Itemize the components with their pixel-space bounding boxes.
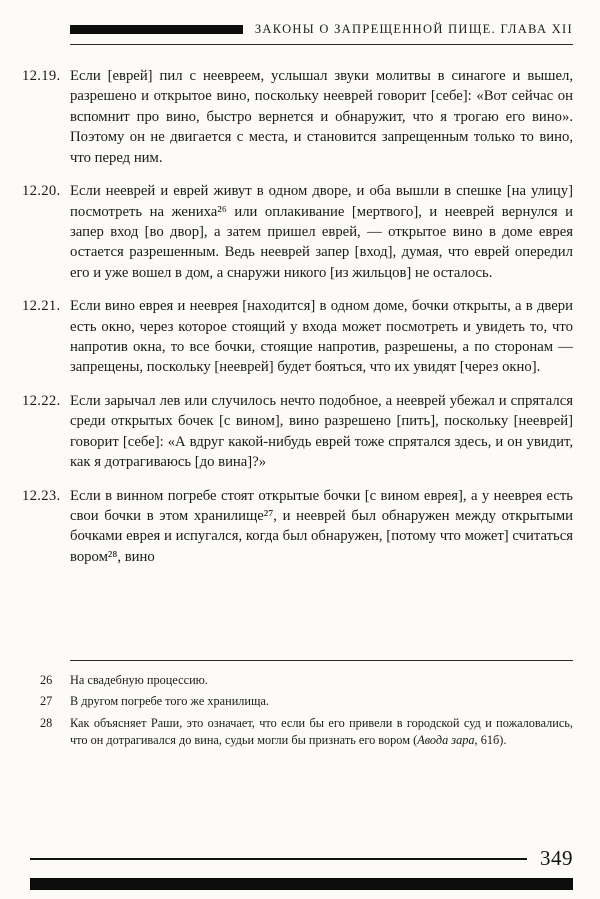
chapter-title: ЗАКОНЫ О ЗАПРЕЩЕННОЙ ПИЩЕ. ГЛАВА XII bbox=[254, 22, 573, 36]
page-footer bbox=[22, 846, 573, 890]
paragraph-number: 12.19. bbox=[22, 68, 61, 84]
footnote bbox=[22, 672, 573, 689]
page-header bbox=[70, 22, 573, 45]
paragraph-text: Если в винном погребе стоят открытые бочки [с вином еврея], а у нееврея есть свои бочки в этом хранилище²⁷, и нееврей был обнаружен между открытыми бочками еврея и испугался, когда был обнаружен, [потому что может] считаться вором²⁸, вино bbox=[70, 487, 573, 565]
main-text bbox=[22, 66, 573, 567]
header-black-bar bbox=[70, 25, 243, 34]
footnote-text-end: , 61б). bbox=[474, 733, 507, 748]
paragraph-number: 12.21. bbox=[22, 298, 61, 315]
footnote-text bbox=[70, 693, 573, 710]
footnote-text-main: Как объясняет Раши, это означает, что если бы его привели в городской суд и пожаловались, что он дотрагивался до вина, судьи могли бы признать его вором ( bbox=[70, 715, 573, 748]
paragraph-number: 12.23. bbox=[22, 487, 61, 504]
footer-rule bbox=[30, 858, 527, 860]
footnote-text-italic: Авода зара bbox=[417, 733, 475, 748]
footnote-text-main: На свадебную процессию. bbox=[70, 672, 208, 687]
footnotes-section bbox=[22, 660, 573, 754]
footnote-text bbox=[70, 672, 573, 689]
header-row bbox=[70, 22, 573, 37]
paragraph-number: 12.20. bbox=[22, 183, 61, 200]
footnote-separator-rule bbox=[70, 660, 573, 661]
halacha-paragraph bbox=[22, 66, 573, 168]
halacha-paragraph bbox=[22, 181, 573, 283]
paragraph-text: Если вино еврея и нееврея [находится] в одном доме, бочки открыты, а в двери есть окно, через которое стоящий у входа может посмотреть и увидеть то, что напротив окна, то все бочки, стоящие напротив, разрешены, а по сторонам — запрещены, поскольку [нееврей] будет бояться, что их увидят [через окно]. bbox=[70, 298, 573, 376]
footnote-number: 26 bbox=[40, 672, 53, 687]
paragraph-number: 12.22. bbox=[22, 392, 61, 409]
footnote-text bbox=[70, 715, 573, 750]
page-number: 349 bbox=[540, 846, 573, 870]
header-rule bbox=[70, 44, 573, 45]
halacha-paragraph bbox=[22, 391, 573, 473]
footnote-text-main: В другом погребе того же хранилища. bbox=[70, 694, 270, 709]
footer-black-bar bbox=[30, 878, 573, 890]
halacha-paragraph bbox=[22, 486, 573, 568]
footer-row bbox=[22, 846, 573, 871]
footnote-number: 28 bbox=[40, 715, 53, 730]
footnote-number: 27 bbox=[40, 694, 53, 709]
halacha-paragraph bbox=[22, 296, 573, 378]
paragraph-text: Если нееврей и еврей живут в одном дворе, и оба вышли в спешке [на улицу] посмотреть на жениха²⁶ или оплакивание [мертвого], и нееврей вернулся и запер вход [во двор], а затем пришел еврей, — открытое вино в доме еврея остается разрешенным. Ведь нееврей запер [вход], думая, что еврей опередил его и уже вошел в дом, а снаружи никого [из жильцов] не осталось. bbox=[70, 183, 573, 281]
footnote bbox=[22, 715, 573, 750]
footnote bbox=[22, 693, 573, 710]
paragraph-text: Если [еврей] пил с неевреем, услышал звуки молитвы в синагоге и вышел, разрешено и открытое вино, поскольку нееврей говорит [себе]: «Вот сейчас он вспомнит про вино, быстро вернется и обнаружит, что я трогаю его вино». Поэтому он не двигается с места, и становится запрещенным только то вино, что перед ним. bbox=[70, 68, 573, 166]
paragraph-text: Если зарычал лев или случилось нечто подобное, а нееврей убежал и спрятался среди открытых бочек [с вином], вино разрешено [пить], поскольку [нееврей] говорит [себе]: «А вдруг какой-нибудь еврей тоже спрятался здесь, и он увидит, как я дотрагиваюсь [до вина]?» bbox=[70, 392, 573, 471]
